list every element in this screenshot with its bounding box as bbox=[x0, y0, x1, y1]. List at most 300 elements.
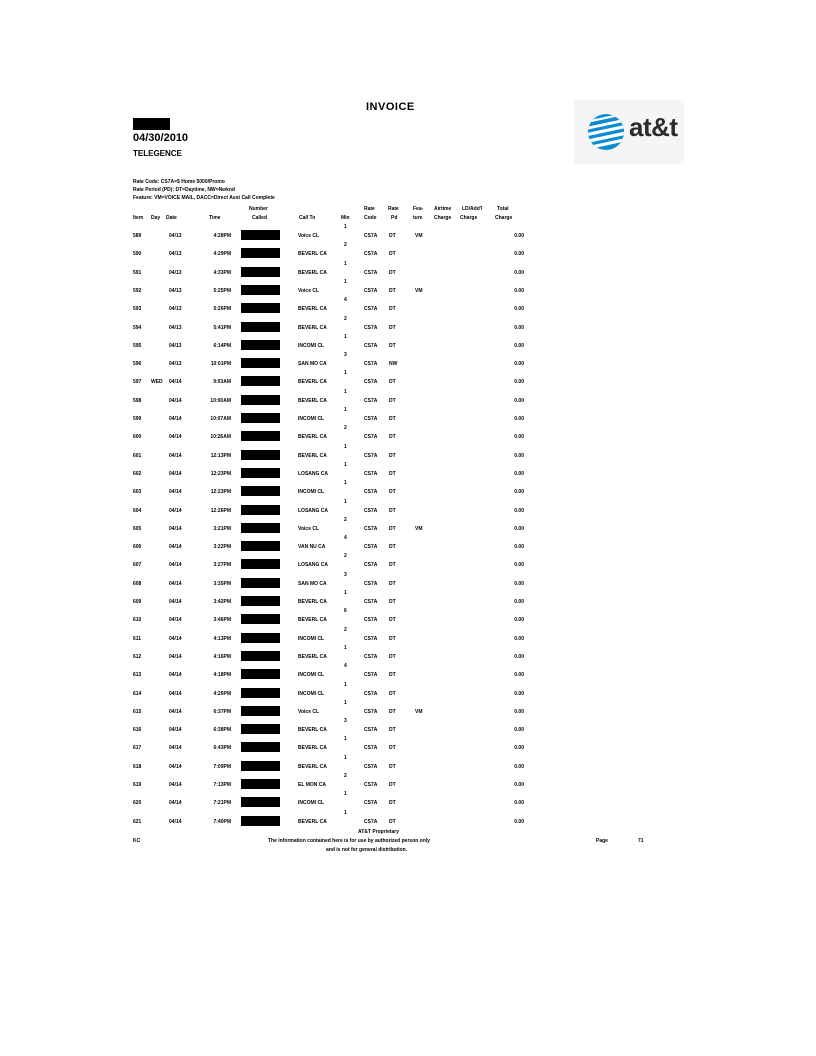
item-number: 589 bbox=[133, 233, 142, 239]
total-charge-cell: 0.00 bbox=[514, 544, 524, 550]
minutes-cell: 3 bbox=[344, 352, 347, 358]
date-cell: 04/14 bbox=[169, 379, 182, 385]
item-number: 595 bbox=[133, 343, 142, 349]
total-charge-cell: 0.00 bbox=[514, 745, 524, 751]
col-total: Charge bbox=[495, 215, 513, 221]
call-to-cell: SAN MO CA bbox=[298, 361, 327, 367]
call-to-cell: BEVERL CA bbox=[298, 434, 327, 440]
rate-code-cell: CS7A bbox=[364, 709, 378, 715]
rate-code-cell: CS7A bbox=[364, 306, 378, 312]
date-cell: 04/14 bbox=[169, 562, 182, 568]
total-charge-cell: 0.00 bbox=[514, 379, 524, 385]
att-logo bbox=[574, 100, 684, 164]
minutes-cell: 1 bbox=[344, 334, 347, 340]
rate-code-cell: CS7A bbox=[364, 471, 378, 477]
time-cell: 4:26PM bbox=[213, 691, 231, 697]
item-number: 604 bbox=[133, 508, 142, 514]
item-number: 606 bbox=[133, 544, 142, 550]
time-cell: 12:26PM bbox=[210, 508, 231, 514]
total-charge-cell: 0.00 bbox=[514, 398, 524, 404]
rate-pd-cell: DT bbox=[389, 251, 396, 257]
item-number: 612 bbox=[133, 654, 142, 660]
footer-notice-line2: and is not for general distribution. bbox=[326, 847, 408, 853]
rate-code-cell: CS7A bbox=[364, 800, 378, 806]
minutes-cell: 2 bbox=[344, 425, 347, 431]
call-to-cell: Voice CL bbox=[298, 526, 320, 532]
date-cell: 04/13 bbox=[169, 306, 182, 312]
minutes-cell: 1 bbox=[344, 791, 347, 797]
minutes-cell: 4 bbox=[344, 535, 347, 541]
item-number: 598 bbox=[133, 398, 142, 404]
time-cell: 5:41PM bbox=[213, 325, 231, 331]
total-charge-cell: 0.00 bbox=[514, 617, 524, 623]
date-cell: 04/14 bbox=[169, 471, 182, 477]
redacted-number bbox=[241, 523, 280, 533]
total-charge-cell: 0.00 bbox=[514, 654, 524, 660]
redacted-number bbox=[241, 450, 280, 460]
redacted-number bbox=[241, 285, 280, 295]
col-airtime-top: Airtime bbox=[434, 206, 452, 212]
rate-code-cell: CS7A bbox=[364, 544, 378, 550]
minutes-cell: 1 bbox=[344, 480, 347, 486]
minutes-cell: 1 bbox=[344, 224, 347, 230]
footer-notice-line1: The information contained here is for use by authorized person only bbox=[268, 838, 430, 844]
rate-pd-cell: DT bbox=[389, 544, 396, 550]
time-cell: 6:43PM bbox=[213, 745, 231, 751]
item-number: 609 bbox=[133, 599, 142, 605]
time-cell: 3:22PM bbox=[213, 544, 231, 550]
date-cell: 04/14 bbox=[169, 489, 182, 495]
minutes-cell: 2 bbox=[344, 773, 347, 779]
item-number: 596 bbox=[133, 361, 142, 367]
rate-pd-cell: DT bbox=[389, 233, 396, 239]
time-cell: 12:13PM bbox=[210, 453, 231, 459]
date-cell: 04/14 bbox=[169, 599, 182, 605]
total-charge-cell: 0.00 bbox=[514, 233, 524, 239]
total-charge-cell: 0.00 bbox=[514, 709, 524, 715]
redacted-number bbox=[241, 724, 280, 734]
rate-code-cell: CS7A bbox=[364, 617, 378, 623]
time-cell: 5:26PM bbox=[213, 306, 231, 312]
item-number: 608 bbox=[133, 581, 142, 587]
item-number: 614 bbox=[133, 691, 142, 697]
minutes-cell: 4 bbox=[344, 297, 347, 303]
date-cell: 04/14 bbox=[169, 581, 182, 587]
rate-pd-cell: DT bbox=[389, 434, 396, 440]
rate-code-cell: CS7A bbox=[364, 288, 378, 294]
rate-code-cell: CS7A bbox=[364, 562, 378, 568]
call-to-cell: INCOMI CL bbox=[298, 416, 325, 422]
rate-pd-cell: DT bbox=[389, 617, 396, 623]
date-cell: 04/14 bbox=[169, 727, 182, 733]
minutes-cell: 1 bbox=[344, 370, 347, 376]
rate-pd-cell: DT bbox=[389, 672, 396, 678]
item-number: 618 bbox=[133, 764, 142, 770]
minutes-cell: 2 bbox=[344, 553, 347, 559]
call-to-cell: BEVERL CA bbox=[298, 599, 327, 605]
globe-icon bbox=[586, 112, 626, 152]
time-cell: 7:09PM bbox=[213, 764, 231, 770]
item-number: 621 bbox=[133, 819, 142, 825]
col-called: Called bbox=[252, 215, 268, 221]
minutes-cell: 1 bbox=[344, 645, 347, 651]
total-charge-cell: 0.00 bbox=[514, 508, 524, 514]
invoice-date: 04/30/2010 bbox=[133, 132, 189, 144]
call-to-cell: EL MON CA bbox=[298, 782, 326, 788]
call-to-cell: BEVERL CA bbox=[298, 453, 327, 459]
item-number: 611 bbox=[133, 636, 142, 642]
redacted-number bbox=[241, 358, 280, 368]
time-cell: 4:33PM bbox=[213, 270, 231, 276]
item-number: 601 bbox=[133, 453, 142, 459]
rate-code-cell: CS7A bbox=[364, 325, 378, 331]
time-cell: 4:28PM bbox=[213, 233, 231, 239]
minutes-cell: 1 bbox=[344, 755, 347, 761]
item-number: 610 bbox=[133, 617, 142, 623]
rate-pd-cell: DT bbox=[389, 270, 396, 276]
date-cell: 04/14 bbox=[169, 800, 182, 806]
item-number: 600 bbox=[133, 434, 142, 440]
total-charge-cell: 0.00 bbox=[514, 251, 524, 257]
feature-legend: Feature: VM=VOICE MAIL, DACC=Direct Asst Call Complete bbox=[133, 195, 275, 201]
call-to-cell: BEVERL CA bbox=[298, 251, 327, 257]
date-cell: 04/13 bbox=[169, 251, 182, 257]
item-number: 597 bbox=[133, 379, 142, 385]
item-number: 616 bbox=[133, 727, 142, 733]
col-call-to: Call To bbox=[299, 215, 316, 221]
col-time: Time bbox=[209, 215, 221, 221]
time-cell: 3:35PM bbox=[213, 581, 231, 587]
feature-cell: VM bbox=[415, 709, 423, 715]
col-number-top: Number bbox=[249, 206, 268, 212]
col-min: Min bbox=[341, 215, 350, 221]
rate-code-cell: CS7A bbox=[364, 654, 378, 660]
redacted-number bbox=[241, 505, 280, 515]
total-charge-cell: 0.00 bbox=[514, 270, 524, 276]
rate-pd-cell: DT bbox=[389, 416, 396, 422]
col-rate-pd: Pd bbox=[391, 215, 398, 221]
total-charge-cell: 0.00 bbox=[514, 636, 524, 642]
feature-cell: VM bbox=[415, 288, 423, 294]
time-cell: 7:21PM bbox=[213, 800, 231, 806]
item-number: 590 bbox=[133, 251, 142, 257]
item-number: 592 bbox=[133, 288, 142, 294]
col-rate-code-top: Rate bbox=[364, 206, 375, 212]
call-to-cell: BEVERL CA bbox=[298, 379, 327, 385]
rate-pd-cell: DT bbox=[389, 508, 396, 514]
call-to-cell: BEVERL CA bbox=[298, 306, 327, 312]
date-cell: 04/13 bbox=[169, 343, 182, 349]
redacted-number bbox=[241, 431, 280, 441]
rate-code-cell: CS7A bbox=[364, 233, 378, 239]
rate-pd-cell: DT bbox=[389, 325, 396, 331]
total-charge-cell: 0.00 bbox=[514, 581, 524, 587]
date-cell: 04/13 bbox=[169, 270, 182, 276]
date-cell: 04/14 bbox=[169, 617, 182, 623]
rate-code-cell: CS7A bbox=[364, 764, 378, 770]
date-cell: 04/14 bbox=[169, 819, 182, 825]
call-to-cell: Voice CL bbox=[298, 288, 320, 294]
time-cell: 6:38PM bbox=[213, 727, 231, 733]
total-charge-cell: 0.00 bbox=[514, 306, 524, 312]
date-cell: 04/13 bbox=[169, 288, 182, 294]
day-cell: WED bbox=[151, 379, 163, 385]
redacted-number bbox=[241, 303, 280, 313]
total-charge-cell: 0.00 bbox=[514, 361, 524, 367]
redacted-number bbox=[241, 669, 280, 679]
date-cell: 04/14 bbox=[169, 654, 182, 660]
call-to-cell: VAN NU CA bbox=[298, 544, 326, 550]
redaction-bar bbox=[133, 118, 170, 130]
minutes-cell: 1 bbox=[344, 444, 347, 450]
time-cell: 3:21PM bbox=[213, 526, 231, 532]
date-cell: 04/14 bbox=[169, 764, 182, 770]
rate-code-cell: CS7A bbox=[364, 819, 378, 825]
rate-period-legend: Rate Period (PD): DT=Daytime, NW=Nwknd bbox=[133, 187, 235, 193]
total-charge-cell: 0.00 bbox=[514, 489, 524, 495]
feature-cell: VM bbox=[415, 526, 423, 532]
rate-code-legend: Rate Code: CS7A=$ Home 5000/Promo bbox=[133, 179, 225, 185]
call-to-cell: LOSANG CA bbox=[298, 562, 328, 568]
call-to-cell: BEVERL CA bbox=[298, 764, 327, 770]
minutes-cell: 2 bbox=[344, 242, 347, 248]
total-charge-cell: 0.00 bbox=[514, 599, 524, 605]
redacted-number bbox=[241, 248, 280, 258]
redacted-number bbox=[241, 578, 280, 588]
minutes-cell: 1 bbox=[344, 736, 347, 742]
total-charge-cell: 0.00 bbox=[514, 782, 524, 788]
rate-code-cell: CS7A bbox=[364, 691, 378, 697]
call-to-cell: BEVERL CA bbox=[298, 745, 327, 751]
item-number: 602 bbox=[133, 471, 142, 477]
col-rate-code: Code bbox=[364, 215, 377, 221]
rate-code-cell: CS7A bbox=[364, 343, 378, 349]
time-cell: 12:23PM bbox=[210, 471, 231, 477]
page-label: Page bbox=[596, 838, 608, 844]
rate-pd-cell: DT bbox=[389, 599, 396, 605]
redacted-number bbox=[241, 468, 280, 478]
footer-code: KC bbox=[133, 838, 141, 844]
item-number: 613 bbox=[133, 672, 142, 678]
minutes-cell: 2 bbox=[344, 316, 347, 322]
rate-code-cell: CS7A bbox=[364, 581, 378, 587]
rate-pd-cell: DT bbox=[389, 526, 396, 532]
date-cell: 04/14 bbox=[169, 709, 182, 715]
col-rate-pd-top: Rate bbox=[388, 206, 399, 212]
redacted-number bbox=[241, 413, 280, 423]
rate-code-cell: CS7A bbox=[364, 434, 378, 440]
time-cell: 4:18PM bbox=[213, 672, 231, 678]
rate-code-cell: CS7A bbox=[364, 251, 378, 257]
redacted-number bbox=[241, 688, 280, 698]
redacted-number bbox=[241, 596, 280, 606]
time-cell: 10:01PM bbox=[210, 361, 231, 367]
rate-pd-cell: DT bbox=[389, 709, 396, 715]
redacted-number bbox=[241, 230, 280, 240]
redacted-number bbox=[241, 486, 280, 496]
invoice-title: INVOICE bbox=[366, 101, 415, 113]
minutes-cell: 1 bbox=[344, 682, 347, 688]
call-to-cell: BEVERL CA bbox=[298, 727, 327, 733]
rate-code-cell: CS7A bbox=[364, 599, 378, 605]
call-to-cell: Voice CL bbox=[298, 709, 320, 715]
rate-code-cell: CS7A bbox=[364, 453, 378, 459]
item-number: 620 bbox=[133, 800, 142, 806]
date-cell: 04/14 bbox=[169, 782, 182, 788]
page-number: 71 bbox=[638, 838, 644, 844]
col-day: Day bbox=[151, 215, 161, 221]
time-cell: 7:40PM bbox=[213, 819, 231, 825]
redacted-number bbox=[241, 395, 280, 405]
date-cell: 04/14 bbox=[169, 544, 182, 550]
minutes-cell: 1 bbox=[344, 407, 347, 413]
rate-pd-cell: DT bbox=[389, 727, 396, 733]
redacted-number bbox=[241, 340, 280, 350]
redacted-number bbox=[241, 322, 280, 332]
date-cell: 04/14 bbox=[169, 745, 182, 751]
total-charge-cell: 0.00 bbox=[514, 800, 524, 806]
call-to-cell: BEVERL CA bbox=[298, 819, 327, 825]
time-cell: 5:25PM bbox=[213, 288, 231, 294]
item-number: 603 bbox=[133, 489, 142, 495]
date-cell: 04/14 bbox=[169, 691, 182, 697]
proprietary-label: AT&T Proprietary bbox=[358, 829, 400, 835]
minutes-cell: 2 bbox=[344, 517, 347, 523]
rate-pd-cell: DT bbox=[389, 288, 396, 294]
rate-pd-cell: DT bbox=[389, 398, 396, 404]
item-number: 594 bbox=[133, 325, 142, 331]
company-name: TELEGENCE bbox=[133, 149, 182, 158]
date-cell: 04/14 bbox=[169, 636, 182, 642]
date-cell: 04/13 bbox=[169, 233, 182, 239]
call-to-cell: LOSANG CA bbox=[298, 471, 328, 477]
minutes-cell: 1 bbox=[344, 389, 347, 395]
rate-code-cell: CS7A bbox=[364, 416, 378, 422]
total-charge-cell: 0.00 bbox=[514, 691, 524, 697]
redacted-number bbox=[241, 761, 280, 771]
rate-pd-cell: DT bbox=[389, 764, 396, 770]
rate-code-cell: CS7A bbox=[364, 508, 378, 514]
rate-pd-cell: DT bbox=[389, 636, 396, 642]
redacted-number bbox=[241, 797, 280, 807]
col-item: Item bbox=[133, 215, 144, 221]
rate-code-cell: CS7A bbox=[364, 727, 378, 733]
redacted-number bbox=[241, 633, 280, 643]
item-number: 599 bbox=[133, 416, 142, 422]
rate-pd-cell: DT bbox=[389, 691, 396, 697]
time-cell: 10:00AM bbox=[210, 398, 231, 404]
minutes-cell: 1 bbox=[344, 810, 347, 816]
rate-code-cell: CS7A bbox=[364, 379, 378, 385]
call-to-cell: BEVERL CA bbox=[298, 654, 327, 660]
col-airtime: Charge bbox=[434, 215, 452, 221]
col-ld-top: LD/Add'l bbox=[462, 206, 483, 212]
redacted-number bbox=[241, 559, 280, 569]
call-to-cell: Voice CL bbox=[298, 233, 320, 239]
total-charge-cell: 0.00 bbox=[514, 343, 524, 349]
rate-pd-cell: DT bbox=[389, 471, 396, 477]
time-cell: 7:13PM bbox=[213, 782, 231, 788]
time-cell: 6:37PM bbox=[213, 709, 231, 715]
redacted-number bbox=[241, 816, 280, 826]
rate-code-cell: CS7A bbox=[364, 270, 378, 276]
total-charge-cell: 0.00 bbox=[514, 325, 524, 331]
rate-code-cell: CS7A bbox=[364, 361, 378, 367]
time-cell: 4:16PM bbox=[213, 654, 231, 660]
rate-pd-cell: DT bbox=[389, 453, 396, 459]
time-cell: 3:46PM bbox=[213, 617, 231, 623]
call-to-cell: SAN MO CA bbox=[298, 581, 327, 587]
time-cell: 10:07AM bbox=[210, 416, 231, 422]
date-cell: 04/14 bbox=[169, 526, 182, 532]
date-cell: 04/14 bbox=[169, 434, 182, 440]
rate-code-cell: CS7A bbox=[364, 636, 378, 642]
minutes-cell: 1 bbox=[344, 499, 347, 505]
rate-pd-cell: DT bbox=[389, 654, 396, 660]
time-cell: 4:29PM bbox=[213, 251, 231, 257]
date-cell: 04/14 bbox=[169, 416, 182, 422]
minutes-cell: 3 bbox=[344, 572, 347, 578]
rate-pd-cell: DT bbox=[389, 819, 396, 825]
time-cell: 9:03AM bbox=[213, 379, 231, 385]
date-cell: 04/14 bbox=[169, 453, 182, 459]
minutes-cell: 4 bbox=[344, 663, 347, 669]
rate-pd-cell: DT bbox=[389, 800, 396, 806]
call-to-cell: BEVERL CA bbox=[298, 270, 327, 276]
rate-pd-cell: DT bbox=[389, 782, 396, 788]
rate-code-cell: CS7A bbox=[364, 526, 378, 532]
total-charge-cell: 0.00 bbox=[514, 764, 524, 770]
item-number: 605 bbox=[133, 526, 142, 532]
rate-pd-cell: DT bbox=[389, 306, 396, 312]
redacted-number bbox=[241, 651, 280, 661]
minutes-cell: 1 bbox=[344, 590, 347, 596]
total-charge-cell: 0.00 bbox=[514, 727, 524, 733]
rate-code-cell: CS7A bbox=[364, 672, 378, 678]
time-cell: 12:23PM bbox=[210, 489, 231, 495]
item-number: 607 bbox=[133, 562, 142, 568]
redacted-number bbox=[241, 779, 280, 789]
redacted-number bbox=[241, 742, 280, 752]
call-to-cell: INCOMI CL bbox=[298, 489, 325, 495]
total-charge-cell: 0.00 bbox=[514, 672, 524, 678]
rate-pd-cell: DT bbox=[389, 745, 396, 751]
total-charge-cell: 0.00 bbox=[514, 819, 524, 825]
date-cell: 04/14 bbox=[169, 672, 182, 678]
minutes-cell: 6 bbox=[344, 608, 347, 614]
col-feature-top: Fea- bbox=[413, 206, 424, 212]
col-ld: Charge bbox=[460, 215, 478, 221]
call-to-cell: INCOMI CL bbox=[298, 800, 325, 806]
call-to-cell: BEVERL CA bbox=[298, 617, 327, 623]
call-to-cell: INCOMI CL bbox=[298, 691, 325, 697]
item-number: 617 bbox=[133, 745, 142, 751]
redacted-number bbox=[241, 706, 280, 716]
redacted-number bbox=[241, 376, 280, 386]
date-cell: 04/13 bbox=[169, 325, 182, 331]
rate-pd-cell: DT bbox=[389, 562, 396, 568]
total-charge-cell: 0.00 bbox=[514, 562, 524, 568]
rate-pd-cell: DT bbox=[389, 379, 396, 385]
date-cell: 04/13 bbox=[169, 361, 182, 367]
minutes-cell: 1 bbox=[344, 279, 347, 285]
rate-code-cell: CS7A bbox=[364, 398, 378, 404]
col-total-top: Total bbox=[497, 206, 509, 212]
total-charge-cell: 0.00 bbox=[514, 453, 524, 459]
call-to-cell: INCOMI CL bbox=[298, 672, 325, 678]
time-cell: 6:14PM bbox=[213, 343, 231, 349]
col-feature: ture bbox=[413, 215, 423, 221]
